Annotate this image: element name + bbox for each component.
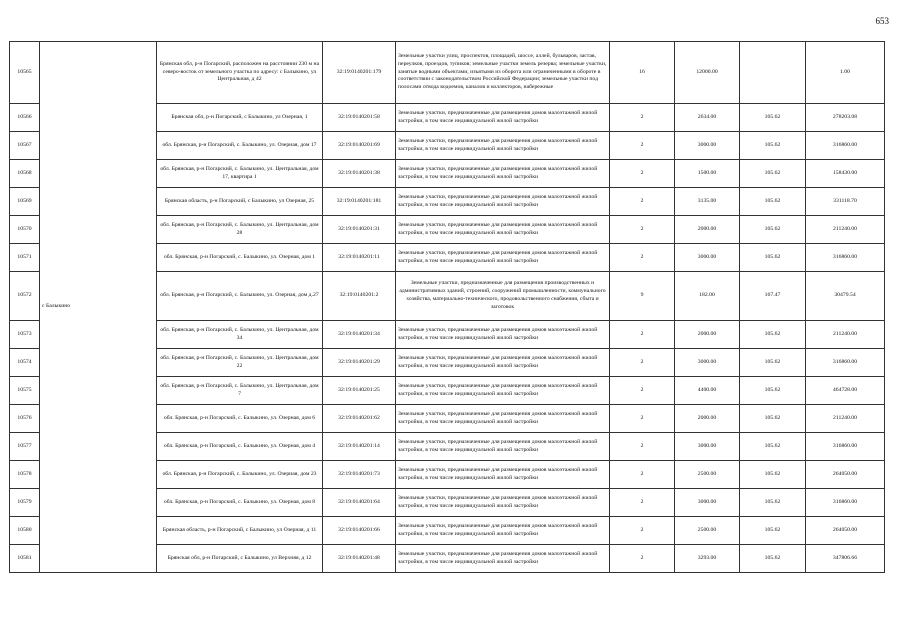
specific-rate: 105.62: [740, 104, 806, 132]
land-use-type: Земельные участки, предназначенные для размещения домов малоэтажной жилой застройки, в том числе индивидуальной жилой застройки: [396, 517, 610, 545]
cadastral-number: 32:19:0140201:29: [323, 349, 396, 377]
use-group: 2: [610, 461, 675, 489]
use-group: 16: [610, 42, 675, 104]
cadastral-value: 1.00: [806, 42, 885, 104]
specific-rate: 105.62: [740, 405, 806, 433]
use-group: 2: [610, 349, 675, 377]
cadastral-value-table: [9, 41, 885, 573]
parcel-number: 10580: [10, 517, 40, 545]
table-row: [10, 42, 885, 104]
land-use-type: Земельные участки, предназначенные для размещения домов малоэтажной жилой застройки, в том числе индивидуальной жилой застройки: [396, 377, 610, 405]
cadastral-value: 316860.00: [806, 132, 885, 160]
parcel-area: 3135.00: [675, 188, 740, 216]
parcel-area: 3293.00: [675, 545, 740, 573]
locality-cell: с Балыкино: [40, 42, 157, 573]
parcel-number: 10574: [10, 349, 40, 377]
cadastral-number: 32:19:0140201:66: [323, 517, 396, 545]
parcel-number: 10581: [10, 545, 40, 573]
parcel-number: 10567: [10, 132, 40, 160]
specific-rate: 105.62: [740, 349, 806, 377]
cadastral-number: 32:19:0140201:69: [323, 132, 396, 160]
parcel-area: 2634.00: [675, 104, 740, 132]
cadastral-value: 464728.00: [806, 377, 885, 405]
parcel-number: 10566: [10, 104, 40, 132]
use-group: 2: [610, 489, 675, 517]
cadastral-number: 32:19:0140201:48: [323, 545, 396, 573]
specific-rate: 105.62: [740, 377, 806, 405]
parcel-address: обл. Брянская, р-н Погарский, с. Балыкино, ул. Озерная, дом 1: [157, 244, 323, 272]
parcel-area: 3000.00: [675, 244, 740, 272]
cadastral-number: 32:19:0140201:31: [323, 216, 396, 244]
parcel-area: 2500.00: [675, 461, 740, 489]
parcel-address: обл. Брянская, р-н Погарский, с. Балыкино, ул. Центральная, дом 17, квартира 1: [157, 160, 323, 188]
use-group: 2: [610, 433, 675, 461]
parcel-area: 3000.00: [675, 349, 740, 377]
cadastral-value: 264050.00: [806, 461, 885, 489]
cadastral-value: 331118.70: [806, 188, 885, 216]
specific-rate: [740, 42, 806, 104]
cadastral-value: 316860.00: [806, 349, 885, 377]
parcel-address: обл. Брянская, р-н Погарский, с. Балыкино, ул. Центральная, дом 34: [157, 321, 323, 349]
parcel-number: 10579: [10, 489, 40, 517]
cadastral-value: 278203.08: [806, 104, 885, 132]
specific-rate: 105.62: [740, 244, 806, 272]
parcel-number: 10575: [10, 377, 40, 405]
land-use-type: Земельные участки, предназначенные для размещения домов малоэтажной жилой застройки, в том числе индивидуальной жилой застройки: [396, 132, 610, 160]
specific-rate: 105.62: [740, 461, 806, 489]
parcel-address: Брянская обл, р-н Погарский, расположен на расстоянии 230 м на северо-восток от земельного участка по адресу: с Балыкино, ул Центральная, д 42: [157, 42, 323, 104]
cadastral-value: 347806.66: [806, 545, 885, 573]
cadastral-value: 211240.00: [806, 321, 885, 349]
land-use-type: Земельные участки, предназначенные для размещения домов малоэтажной жилой застройки, в том числе индивидуальной жилой застройки: [396, 433, 610, 461]
cadastral-number: 32:19:0140201:64: [323, 489, 396, 517]
parcel-number: 10577: [10, 433, 40, 461]
cadastral-number: 32:19:0140201:58: [323, 104, 396, 132]
specific-rate: 105.62: [740, 160, 806, 188]
specific-rate: 105.62: [740, 216, 806, 244]
land-use-type: Земельные участки, предназначенные для размещения домов малоэтажной жилой застройки, в том числе индивидуальной жилой застройки: [396, 188, 610, 216]
land-use-type: Земельные участки, предназначенные для размещения домов малоэтажной жилой застройки, в том числе индивидуальной жилой застройки: [396, 461, 610, 489]
use-group: 2: [610, 244, 675, 272]
use-group: 2: [610, 188, 675, 216]
parcel-number: 10568: [10, 160, 40, 188]
specific-rate: 105.62: [740, 489, 806, 517]
parcel-address: обл. Брянская, р-н Погарский, с. Балыкино, ул. Озерная, дом 4: [157, 433, 323, 461]
parcel-number: 10572: [10, 272, 40, 321]
parcel-area: 3000.00: [675, 132, 740, 160]
parcel-address: обл. Брянская, р-н Погарский, с. Балыкино, ул. Центральная, дом 7: [157, 377, 323, 405]
cadastral-value: 264050.00: [806, 517, 885, 545]
parcel-address: Брянская область, р-н Погарский, с Балыкино, ул Озерная, 25: [157, 188, 323, 216]
parcel-area: 2500.00: [675, 517, 740, 545]
cadastral-number: 32:19:0140201:38: [323, 160, 396, 188]
parcel-address: обл. Брянская, р-н Погарский, с. Балыкино, ул. Озерная, дом д.27: [157, 272, 323, 321]
cadastral-value: 211240.00: [806, 216, 885, 244]
cadastral-number: 32:19:0140201:25: [323, 377, 396, 405]
parcel-area: 4400.00: [675, 377, 740, 405]
land-use-type: Земельные участки, предназначенные для размещения домов малоэтажной жилой застройки, в том числе индивидуальной жилой застройки: [396, 349, 610, 377]
parcel-number: 10576: [10, 405, 40, 433]
land-use-type: Земельные участки, предназначенные для размещения домов малоэтажной жилой застройки, в том числе индивидуальной жилой застройки: [396, 244, 610, 272]
specific-rate: 105.62: [740, 132, 806, 160]
cadastral-number: 32:19:0140201:62: [323, 405, 396, 433]
land-use-type: Земельные участки, предназначенные для размещения домов малоэтажной жилой застройки, в том числе индивидуальной жилой застройки: [396, 321, 610, 349]
specific-rate: 167.47: [740, 272, 806, 321]
parcel-number: 10570: [10, 216, 40, 244]
parcel-area: 182.00: [675, 272, 740, 321]
parcel-area: 1500.00: [675, 160, 740, 188]
cadastral-value: 158430.00: [806, 160, 885, 188]
parcel-number: 10578: [10, 461, 40, 489]
cadastral-number: 32:19:0140201:2: [323, 272, 396, 321]
land-use-type: Земельные участки, предназначенные для размещения домов малоэтажной жилой застройки, в том числе индивидуальной жилой застройки: [396, 405, 610, 433]
use-group: 9: [610, 272, 675, 321]
parcel-address: обл. Брянская, р-н Погарский, с. Балыкино, ул. Озерная, дом 8: [157, 489, 323, 517]
cadastral-value: 316860.00: [806, 489, 885, 517]
parcel-address: обл. Брянская, р-н Погарский, с. Балыкино, ул. Озерная, дом 17: [157, 132, 323, 160]
cadastral-number: 32:19:0140201:181: [323, 188, 396, 216]
land-use-type: Земельные участки, предназначенные для размещения домов малоэтажной жилой застройки, в том числе индивидуальной жилой застройки: [396, 216, 610, 244]
table-body: [10, 42, 885, 573]
parcel-address: Брянская обл, р-н Погарский, с Балыкино, ул Верхняя, д 12: [157, 545, 323, 573]
land-use-type: Земельные участки, предназначенные для размещения домов малоэтажной жилой застройки, в том числе индивидуальной жилой застройки: [396, 160, 610, 188]
use-group: 2: [610, 104, 675, 132]
land-use-type: Земельные участки, предназначенные для размещения производственных и административных зданий, строений, сооружений промышленности, коммунального хозяйства, материально-технического, продовольственного снабжения, сбыта и заготовок: [396, 272, 610, 321]
parcel-area: 2000.00: [675, 321, 740, 349]
parcel-area: 3000.00: [675, 433, 740, 461]
parcel-area: 3000.00: [675, 489, 740, 517]
cadastral-number: 32:19:0140201:34: [323, 321, 396, 349]
specific-rate: 105.62: [740, 545, 806, 573]
parcel-address: Брянская обл, р-н Погарский, с Балыкино, ул Озерная, 1: [157, 104, 323, 132]
parcel-address: обл. Брянская, р-н Погарский, с. Балыкино, ул. Озерная, дом 23: [157, 461, 323, 489]
parcel-area: 12000.00: [675, 42, 740, 104]
cadastral-value: 211240.00: [806, 405, 885, 433]
use-group: 2: [610, 545, 675, 573]
use-group: 2: [610, 216, 675, 244]
use-group: 2: [610, 377, 675, 405]
specific-rate: 105.62: [740, 188, 806, 216]
land-use-type: Земельные участки, предназначенные для размещения домов малоэтажной жилой застройки, в том числе индивидуальной жилой застройки: [396, 545, 610, 573]
parcel-address: обл. Брянская, р-н Погарский, с. Балыкино, ул. Центральная, дом 28: [157, 216, 323, 244]
parcel-number: 10569: [10, 188, 40, 216]
land-use-type: Земельные участки, предназначенные для размещения домов малоэтажной жилой застройки, в том числе индивидуальной жилой застройки: [396, 104, 610, 132]
land-use-type: Земельные участки улиц, проспектов, площадей, шоссе, аллей, бульваров, застав, переулков, проездов, тупиков; земельные участки земель резерва; земельные участки, занятые водными объектами, изъятыми из оборота или ограниченными в обороте в соответствии с законодательством Российской Федерации; земельные участки под полосами отвода водоемов, каналов и коллекторов, набережные: [396, 42, 610, 104]
cadastral-value: 316860.00: [806, 433, 885, 461]
cadastral-value: 30479.54: [806, 272, 885, 321]
use-group: 2: [610, 321, 675, 349]
use-group: 2: [610, 405, 675, 433]
cadastral-number: 32:19:0140201:11: [323, 244, 396, 272]
specific-rate: 105.62: [740, 321, 806, 349]
parcel-area: 2000.00: [675, 405, 740, 433]
specific-rate: 105.62: [740, 433, 806, 461]
parcel-address: Брянская область, р-н Погарский, с Балыкино, ул Озерная, д 11: [157, 517, 323, 545]
parcel-address: обл. Брянская, р-н Погарский, с. Балыкино, ул. Центральная, дом 22: [157, 349, 323, 377]
parcel-number: 10571: [10, 244, 40, 272]
cadastral-value: 316860.00: [806, 244, 885, 272]
page-number: 653: [875, 16, 889, 26]
cadastral-number: 32:19:0140201:179: [323, 42, 396, 104]
parcel-number: 10565: [10, 42, 40, 104]
cadastral-number: 32:19:0140201:73: [323, 461, 396, 489]
specific-rate: 105.62: [740, 517, 806, 545]
parcel-address: обл. Брянская, р-н Погарский, с. Балыкино, ул. Озерная, дом 6: [157, 405, 323, 433]
use-group: 2: [610, 132, 675, 160]
parcel-number: 10573: [10, 321, 40, 349]
use-group: 2: [610, 160, 675, 188]
land-use-type: Земельные участки, предназначенные для размещения домов малоэтажной жилой застройки, в том числе индивидуальной жилой застройки: [396, 489, 610, 517]
parcel-area: 2000.00: [675, 216, 740, 244]
cadastral-number: 32:19:0140201:14: [323, 433, 396, 461]
use-group: 2: [610, 517, 675, 545]
